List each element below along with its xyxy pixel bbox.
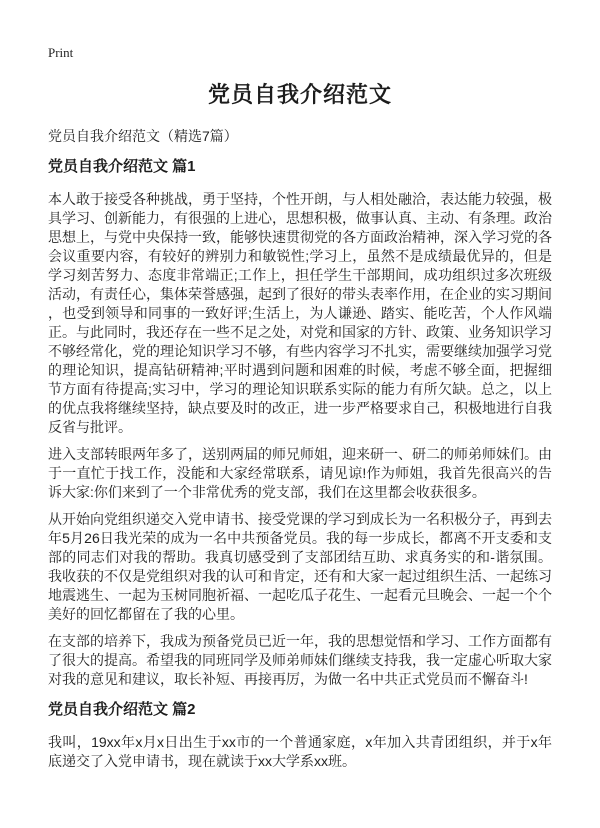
paragraph: 进入支部转眼两年多了，送别两届的师兄师姐，迎来研一、研二的师弟师妹们。由于一直忙于找工作，没能和大家经常联系，请见谅!作为师姐，我首先很高兴的告诉大家:你们来到了一个非常优秀的党支部，我们在这里都会收获很多。: [48, 446, 552, 500]
section-heading-part1: 党员自我介绍范文 篇1: [48, 158, 196, 175]
paragraph: 我叫，19xx年x月x日出生于xx市的一个普通家庭，x年加入共青团组织，并于x年底递交了入党申请书，现在就读于xx大学系xx班。: [48, 734, 552, 769]
document-subtitle: 党员自我介绍范文（精选7篇）: [48, 128, 238, 144]
paragraph: 从开始向党组织递交入党申请书、接受党课的学习到成长为一名积极分子，再到去年5月26日我光荣的成为一名中共预备党员。我的每一步成长，都离不开支委和支部的同志们对我的帮助。我真切感受到了支部团结互助、求真务实的和-谐氛围。我收获的不仅是党组织对我的认可和肯定，还有和大家一起过组织生活、一起练习地震逃生、一起为玉树同胞祈福、一起吃瓜子花生、一起看元旦晚会、一起一个个美好的回忆都留在了我的心里。: [48, 511, 552, 622]
paragraph: 本人敢于接受各种挑战，勇于坚持，个性开朗，与人相处融洽，表达能力较强，极具学习、创新能力，有很强的上进心，思想积极，做事认真、主动、有条理。政治思想上，与党中央保持一致，能够快速贯彻党的各方面政治精神，深入学习党的各会议重要内容，有较好的辨别力和敏锐性;学习上，虽然不是成绩最优异的，但是学习刻苦努力、态度非常端正;工作上，担任学生干部期间，成功组织过多次班级活动，有责任心，集体荣誉感强，起到了很好的带头表率作用，在企业的实习期间，也受到领导和同事的一致好评;生活上，为人谦逊、踏实、能吃苦，个人作风端正。与此同时，我还存在一些不足之处，对党和国家的方针、政策、业务知识学习不够经常化，党的理论知识学习不够，有些内容学习不扎实，需要继续加强学习党的理论知识，提高钻研精神;平时遇到问题和困难的时候，考虑不够全面，把握细节方面有待提高;实习中，学习的理论知识联系实际的能力有所欠缺。总之，以上的优点我将继续坚持，缺点要及时的改正，进一步严格要求自己，积极地进行自我反省与批评。: [48, 191, 552, 435]
page-title: 党员自我介绍范文: [207, 82, 392, 107]
print-button[interactable]: Print: [48, 45, 74, 60]
paragraph: 在支部的培养下，我成为预备党员已近一年，我的思想觉悟和学习、工作方面都有了很大的提高。希望我的同班同学及师弟师妹们继续支持我，我一定虚心听取大家对我的意见和建议，取长补短、再接再厉，为做一名中共正式党员而不懈奋斗!: [48, 633, 552, 687]
section-heading-part2: 党员自我介绍范文 篇2: [48, 701, 196, 718]
